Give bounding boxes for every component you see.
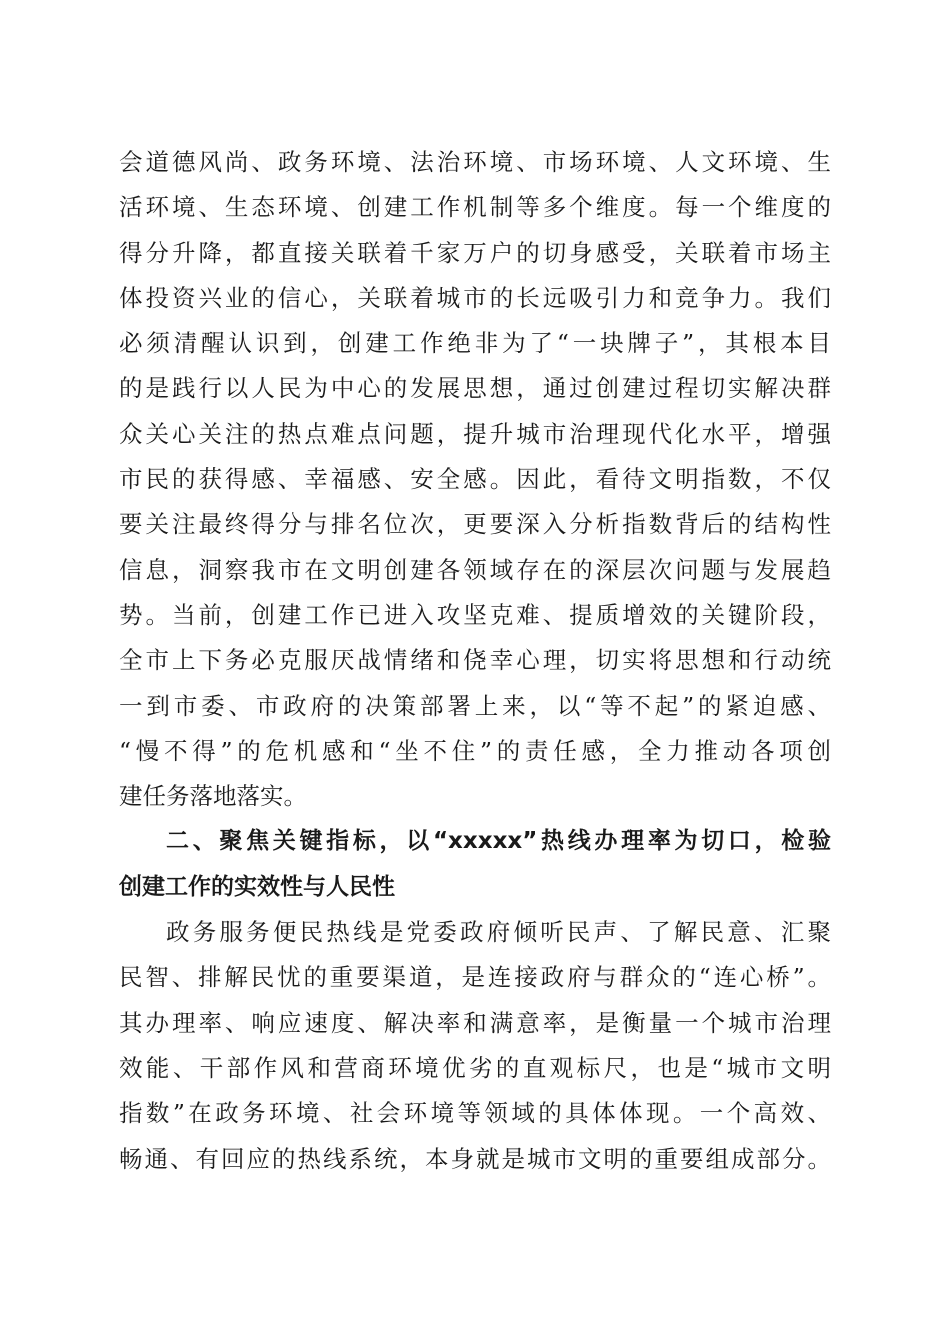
paragraph-line: 要关注最终得分与排名位次，更要深入分析指数背后的结构性 (119, 510, 831, 539)
paragraph-line: “慢不得”的危机感和“坐不住”的责任感，全力推动各项创 (119, 736, 831, 765)
paragraph-line: 全市上下务必克服厌战情绪和侥幸心理，切实将思想和行动统 (119, 646, 831, 675)
paragraph-line: 指数”在政务环境、社会环境等领域的具体体现。一个高效、 (119, 1099, 831, 1128)
paragraph-line: 建任务落地落实。 (119, 782, 307, 811)
paragraph-line: 的是践行以人民为中心的发展思想，通过创建过程切实解决群 (119, 374, 831, 403)
paragraph-line: 必须清醒认识到，创建工作绝非为了“一块牌子”，其根本目 (119, 329, 831, 358)
paragraph-line: 活环境、生态环境、创建工作机制等多个维度。每一个维度的 (119, 193, 831, 222)
heading-line: 创建工作的实效性与人民性 (119, 873, 395, 900)
paragraph-line: 得分升降，都直接关联着千家万户的切身感受，关联着市场主 (119, 238, 831, 267)
paragraph-line: 势。当前，创建工作已进入攻坚克难、提质增效的关键阶段， (119, 600, 831, 629)
paragraph-line: 其办理率、响应速度、解决率和满意率，是衡量一个城市治理 (119, 1008, 831, 1037)
paragraph-line: 信息，洞察我市在文明创建各领域存在的深层次问题与发展趋 (119, 555, 831, 584)
paragraph-line: 畅通、有回应的热线系统，本身就是城市文明的重要组成部分。 (119, 1144, 831, 1173)
paragraph-line: 体投资兴业的信心，关联着城市的长远吸引力和竞争力。我们 (119, 283, 831, 312)
paragraph-1 (119, 140, 831, 819)
paragraph-line: 一到市委、市政府的决策部署上来，以“等不起”的紧迫感、 (119, 691, 831, 720)
heading-line: 二、聚焦关键指标，以“xxxxx”热线办理率为切口，检验 (166, 828, 831, 855)
paragraph-line: 会道德风尚、政务环境、法治环境、市场环境、人文环境、生 (119, 148, 831, 176)
paragraph-line: 市民的获得感、幸福感、安全感。因此，看待文明指数，不仅 (119, 465, 831, 494)
paragraph-line: 政务服务便民热线是党委政府倾听民声、了解民意、汇聚 (166, 918, 831, 947)
document-body (119, 140, 831, 1182)
section-heading-2 (119, 819, 831, 910)
paragraph-line: 民智、排解民忧的重要渠道，是连接政府与群众的“连心桥”。 (119, 963, 831, 992)
paragraph-2 (119, 910, 831, 1182)
paragraph-line: 众关心关注的热点难点问题，提升城市治理现代化水平，增强 (119, 419, 831, 448)
paragraph-line: 效能、干部作风和营商环境优劣的直观标尺，也是“城市文明 (119, 1053, 831, 1082)
